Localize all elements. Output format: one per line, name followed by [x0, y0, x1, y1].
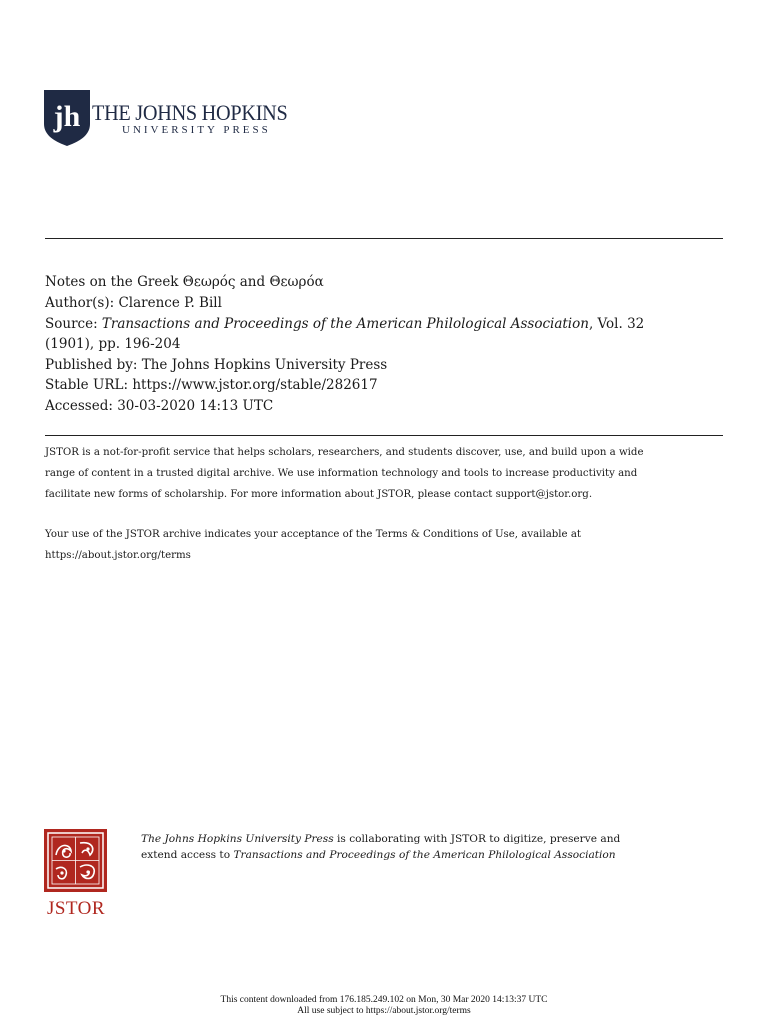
published-by-line — [45, 355, 387, 376]
article-title: Notes on the Greek Θεωρός and Θεωρόα — [45, 274, 324, 290]
terms-notice — [45, 524, 735, 566]
terms-url-link[interactable]: https://about.jstor.org/terms — [45, 550, 191, 561]
footer-terms-line: All use subject to https://about.jstor.org/terms — [297, 1006, 471, 1016]
authors-label: Author(s): — [45, 295, 115, 311]
authors-value: Clarence P. Bill — [118, 295, 222, 311]
collaboration-journal: Transactions and Proceedings of the American Philological Association — [233, 848, 616, 861]
source-journal[interactable]: Transactions and Proceedings of the American Philological Association — [101, 316, 589, 332]
jhu-shield-icon — [44, 90, 90, 146]
notice-line: facilitate new forms of scholarship. For more information about JSTOR, please contact support@jstor.org. — [45, 489, 593, 500]
source-line — [45, 314, 644, 335]
collaboration-line-1 — [141, 832, 620, 848]
collaboration-publisher: The Johns Hopkins University Press — [141, 833, 334, 845]
jstor-notice — [45, 442, 735, 505]
middle-divider — [45, 435, 723, 436]
jstor-emblem-icon — [44, 829, 107, 892]
published-value: The Johns Hopkins University Press — [141, 357, 388, 373]
source-volume: , Vol. 32 — [588, 316, 645, 332]
download-footer — [0, 995, 768, 1017]
jstor-logo-text: JSTOR — [46, 898, 106, 919]
stable-url-line — [45, 375, 378, 396]
notice-line: JSTOR is a not-for-profit service that helps scholars, researchers, and students discover, use, and build upon a wide — [45, 447, 644, 458]
footer-download-line: This content downloaded from 176.185.249.102 on Mon, 30 Mar 2020 14:13:37 UTC — [220, 995, 548, 1005]
source-label: Source: — [45, 316, 98, 332]
top-divider — [45, 238, 723, 239]
accessed-value: 30-03-2020 14:13 UTC — [117, 398, 274, 414]
notice-line: range of content in a trusted digital archive. We use information technology and tools to increase productivity and — [45, 468, 638, 479]
stable-url-label: Stable URL: — [45, 377, 129, 393]
collaboration-line-2 — [141, 848, 620, 864]
collaboration-text: is collaborating with JSTOR to digitize, preserve and — [333, 833, 621, 845]
terms-line: Your use of the JSTOR archive indicates your acceptance of the Terms & Conditions of Use, available at — [45, 529, 581, 540]
authors-line — [45, 293, 222, 314]
jstor-logo[interactable] — [44, 829, 108, 921]
source-pages: (1901), pp. 196-204 — [45, 336, 181, 352]
accessed-label: Accessed: — [45, 398, 113, 414]
publisher-logo — [44, 90, 288, 146]
published-label: Published by: — [45, 357, 138, 373]
collaboration-statement — [141, 832, 620, 863]
collaboration-prefix: extend access to — [141, 848, 234, 861]
publisher-name-line2: UNIVERSITY PRESS — [122, 124, 271, 136]
accessed-line — [45, 396, 273, 417]
stable-url-link[interactable]: https://www.jstor.org/stable/282617 — [132, 377, 378, 393]
publisher-monogram: jh — [53, 100, 81, 133]
publisher-name-line1: THE JOHNS HOPKINS — [92, 100, 288, 125]
